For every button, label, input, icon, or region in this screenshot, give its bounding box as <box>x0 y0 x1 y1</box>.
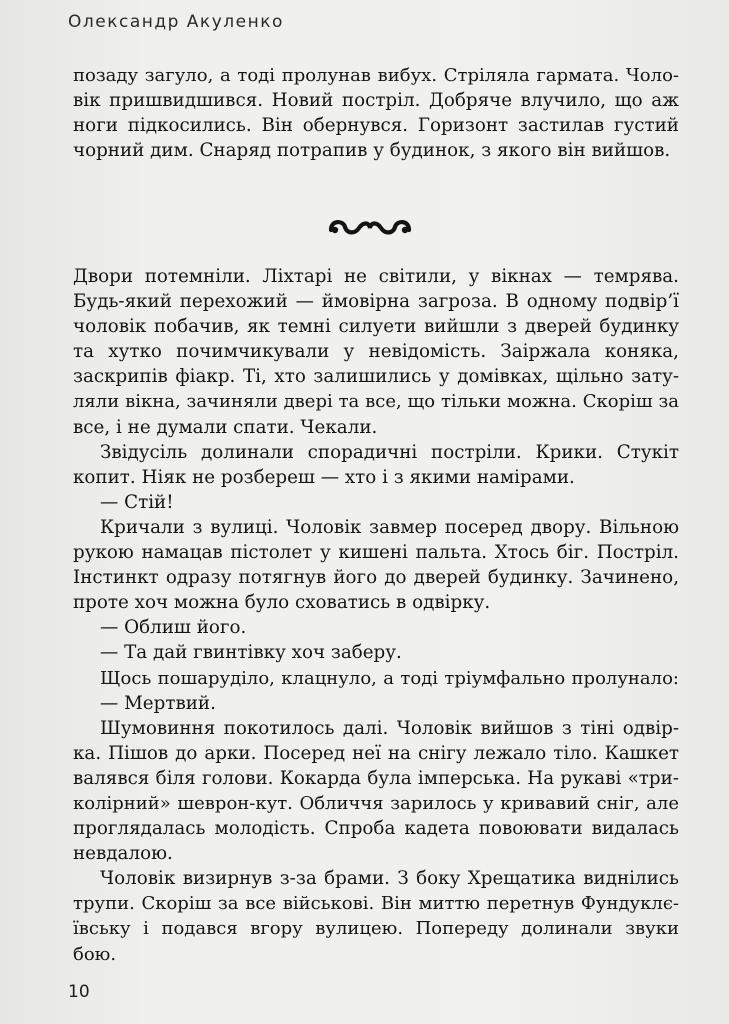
text-line: проглядалась молодість. Спроба кадета повоювати видалась <box>73 818 679 840</box>
dialogue-line: — Та дай гвинтівку хоч заберу. <box>100 642 402 664</box>
running-head-author: Олександр Акуленко <box>68 12 284 32</box>
text-line: та хутко почимчикували у невідомість. Заіржала коняка, <box>73 341 679 363</box>
paragraph-block-1 <box>73 63 679 163</box>
text-line: трупи. Скоріш за все військові. Він миттю перетнув Фундуклє- <box>73 893 679 915</box>
text-line: колірний» шеврон-кут. Обличчя зарилось у кривавий сніг, але <box>73 792 679 814</box>
text-line: Двори потемніли. Ліхтарі не світили, у вікнах — темрява. <box>73 266 679 287</box>
text-line: Будь-який перехожий — ймовірна загроза. В одному подвір’ї <box>73 291 679 313</box>
text-line: Кричали з вулиці. Чоловік завмер посеред двору. Вільною <box>100 516 679 538</box>
text-line: Інстинкт одразу потягнув його до дверей будинку. Зачинено, <box>73 567 679 589</box>
section-break-ornament-icon <box>325 212 415 244</box>
text-line: проте хоч можна було сховатись в одвірку. <box>73 592 491 614</box>
text-line: копит. Ніяк не розбереш — хто і з якими намірами. <box>73 466 575 488</box>
text-line: Щось пошаруділо, клацнуло, а тоді тріумфально пролунало: <box>100 667 679 689</box>
text-line: чорний дим. Снаряд потрапив у будинок, з якого він вийшов. <box>73 140 671 162</box>
text-line: вік пришвидшився. Новий постріл. Добряче влучило, що аж <box>73 90 679 112</box>
text-line: ївську і подався вгору вулицею. Попереду долинали звуки бою. <box>73 918 679 965</box>
text-line: позаду загуло, а тоді пролунав вибух. Стріляла гармата. Чоло- <box>73 65 679 86</box>
text-line: чоловік побачив, як темні силуети вийшли з дверей будинку <box>73 316 679 338</box>
dialogue-line: — Облиш його. <box>100 617 247 639</box>
text-line: Чоловік визирнув з-за брами. З боку Хрещатика виднілись <box>100 868 679 890</box>
text-line: невдалою. <box>73 843 173 865</box>
text-line: все, і не думали спати. Чекали. <box>73 416 378 438</box>
text-line: заскрипів фіакр. Ті, хто залишились у домівках, щільно зату- <box>73 366 679 388</box>
dialogue-line: — Мертвий. <box>100 692 216 714</box>
text-line: ка. Пішов до арки. Посеред неї на снігу лежало тіло. Кашкет <box>73 742 679 764</box>
paragraph-block-2 <box>73 264 679 965</box>
text-line: ляли вікна, зачиняли двері та все, що тільки можна. Скоріш за <box>73 391 679 413</box>
text-line: Звідусіль долинали спорадичні постріли. Крики. Стукіт <box>100 441 679 463</box>
page-number: 10 <box>68 982 90 1002</box>
text-line: рукою намацав пістолет у кишені пальта. Хтось біг. Постріл. <box>73 542 679 564</box>
text-line: ноги підкосились. Він обернувся. Горизонт застилав густий <box>73 115 679 137</box>
dialogue-line: — Стій! <box>100 491 174 513</box>
text-line: Шумовиння покотилось далі. Чоловік вийшов з тіні одвір- <box>100 717 679 739</box>
text-line: валявся біля голови. Кокарда була імперська. На рукаві «три- <box>73 767 679 789</box>
